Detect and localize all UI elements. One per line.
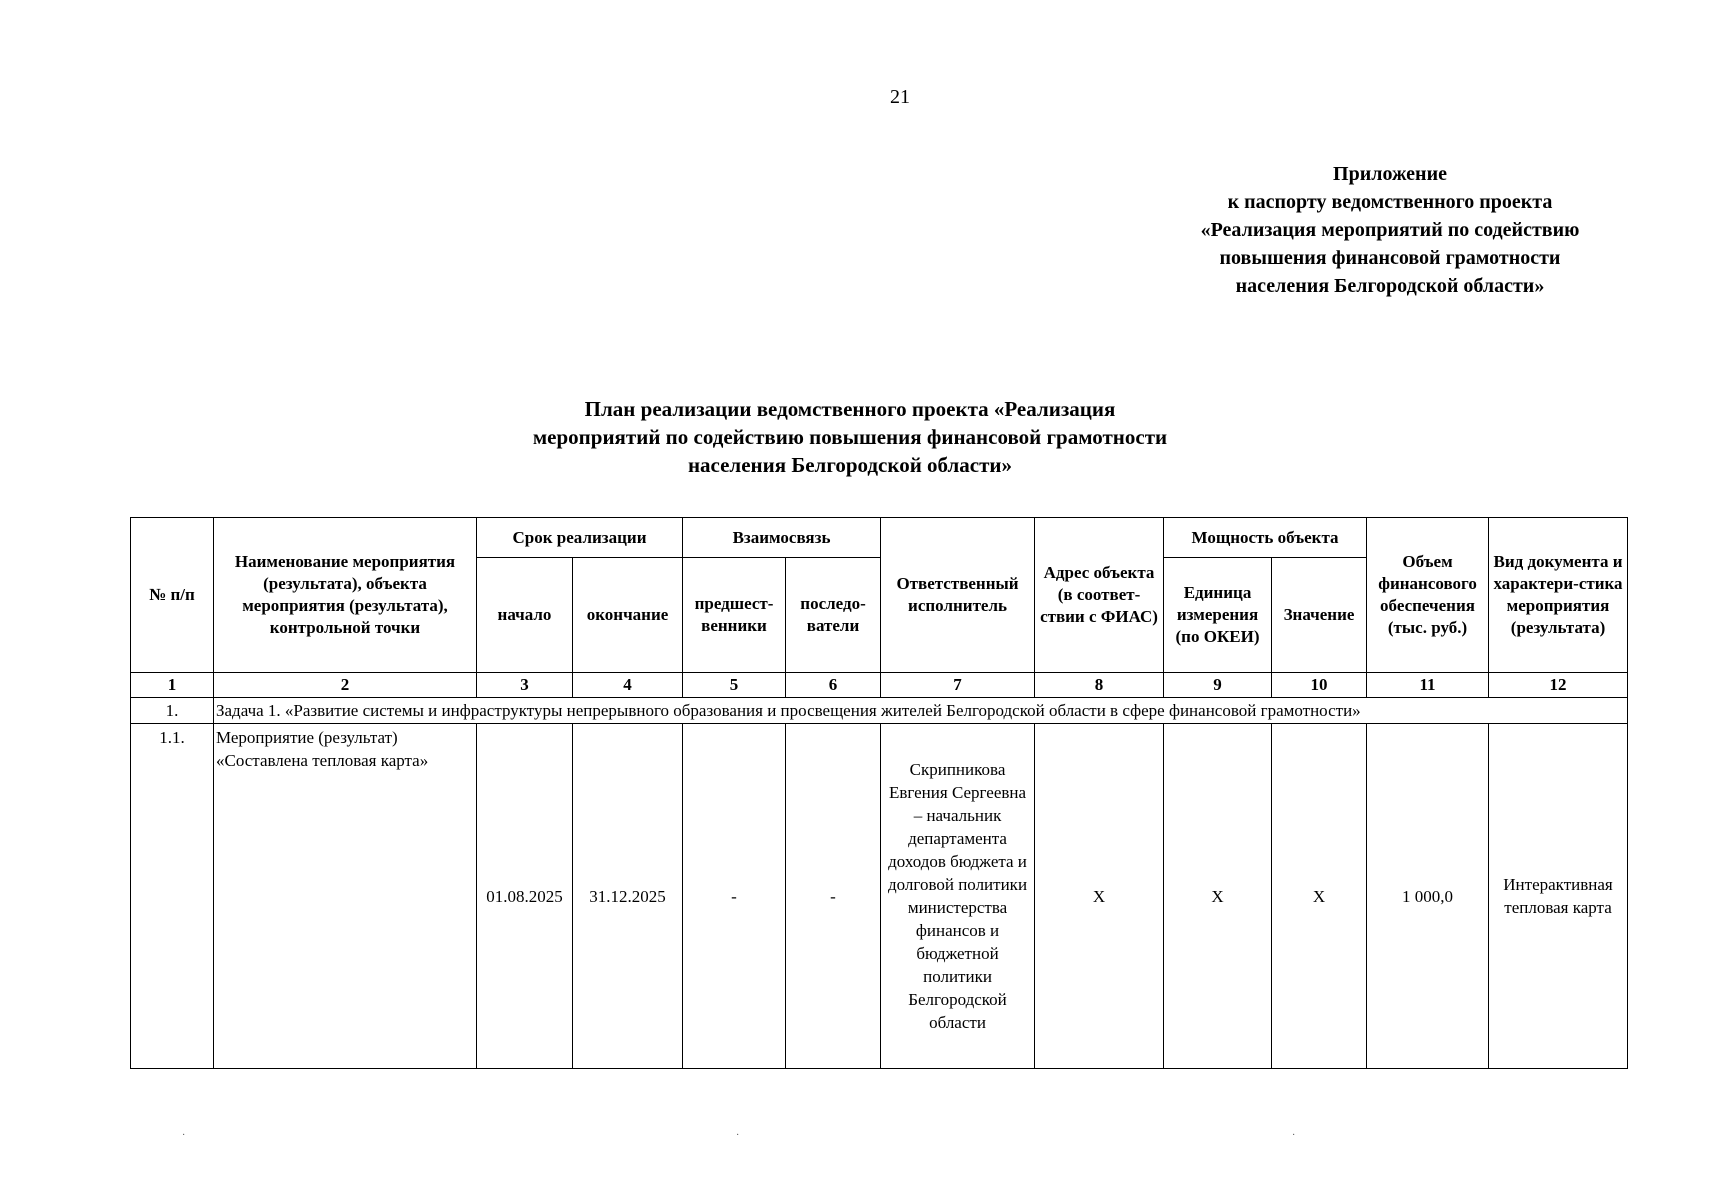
header-successors: последо-ватели (786, 558, 881, 673)
row-start-date: 01.08.2025 (477, 724, 573, 1069)
appendix-line: Приложение (1333, 163, 1447, 185)
task-description (214, 698, 1628, 724)
column-number: 6 (786, 673, 881, 698)
column-number: 3 (477, 673, 573, 698)
header-value: Значение (1272, 558, 1367, 673)
column-number: 9 (1164, 673, 1272, 698)
task-number: 1. (131, 698, 214, 724)
column-number-row (131, 673, 1628, 698)
column-number: 4 (573, 673, 683, 698)
scan-speck: · (182, 1130, 186, 1141)
header-volume: Объем финансового обеспечения (тыс. руб.) (1367, 518, 1489, 673)
task-text: Задача 1. «Развитие системы и инфраструктуры непрерывного образования и просвещения жителей Белгородской области в сфере финансовой грамотности» (216, 700, 1361, 720)
column-number: 12 (1489, 673, 1628, 698)
header-row (131, 518, 1628, 558)
row-number: 1.1. (131, 724, 214, 1069)
row-name: Мероприятие (результат) «Составлена тепловая карта» (214, 724, 477, 1069)
implementation-plan-table (130, 517, 1628, 1069)
header-name: Наименование мероприятия (результата), объекта мероприятия (результата), контрольной точки (214, 518, 477, 673)
task-row (131, 698, 1628, 724)
row-doc-type: Интерактивная тепловая карта (1489, 724, 1628, 1069)
row-volume: 1 000,0 (1367, 724, 1489, 1069)
row-address: X (1035, 724, 1164, 1069)
row-executor: Скрипникова Евгения Сергеевна – начальник департамента доходов бюджета и долговой политики министерства финансов и бюджетной политики Белгородской области (881, 724, 1035, 1069)
plan-title-line: мероприятий по содействию повышения финансовой грамотности (532, 425, 1168, 449)
header-relation: Взаимосвязь (683, 518, 881, 558)
header-doc-type: Вид документа и характери-стика мероприятия (результата) (1489, 518, 1628, 673)
header-end: окончание (573, 558, 683, 673)
table-row (131, 724, 1628, 1069)
header-executor: Ответственный исполнитель (881, 518, 1035, 673)
scan-speck: · (736, 1130, 740, 1141)
row-unit: X (1164, 724, 1272, 1069)
scan-speck: · (1292, 1130, 1296, 1141)
plan-title-line: План реализации ведомственного проекта «Реализация (584, 397, 1116, 421)
plan-title (440, 395, 1260, 479)
column-number: 2 (214, 673, 477, 698)
plan-title-line: населения Белгородской области» (687, 453, 1013, 477)
column-number: 5 (683, 673, 786, 698)
appendix-line: «Реализация мероприятий по содействию (1200, 219, 1580, 241)
appendix-line: населения Белгородской области» (1235, 275, 1545, 297)
header-num: № п/п (131, 518, 214, 673)
appendix-line: повышения финансовой грамотности (1219, 247, 1561, 269)
column-number: 8 (1035, 673, 1164, 698)
row-value: X (1272, 724, 1367, 1069)
header-address: Адрес объекта (в соответ-ствии с ФИАС) (1035, 518, 1164, 673)
row-successors: - (786, 724, 881, 1069)
header-start: начало (477, 558, 573, 673)
header-unit: Единица измерения (по ОКЕИ) (1164, 558, 1272, 673)
appendix-line: к паспорту ведомственного проекта (1227, 191, 1553, 213)
appendix-header (1150, 160, 1630, 300)
column-number: 10 (1272, 673, 1367, 698)
header-term: Срок реализации (477, 518, 683, 558)
header-predecessors: предшест-венники (683, 558, 786, 673)
page-number: 21 (890, 86, 910, 108)
header-capacity: Мощность объекта (1164, 518, 1367, 558)
column-number: 1 (131, 673, 214, 698)
row-end-date: 31.12.2025 (573, 724, 683, 1069)
column-number: 11 (1367, 673, 1489, 698)
row-predecessors: - (683, 724, 786, 1069)
column-number: 7 (881, 673, 1035, 698)
